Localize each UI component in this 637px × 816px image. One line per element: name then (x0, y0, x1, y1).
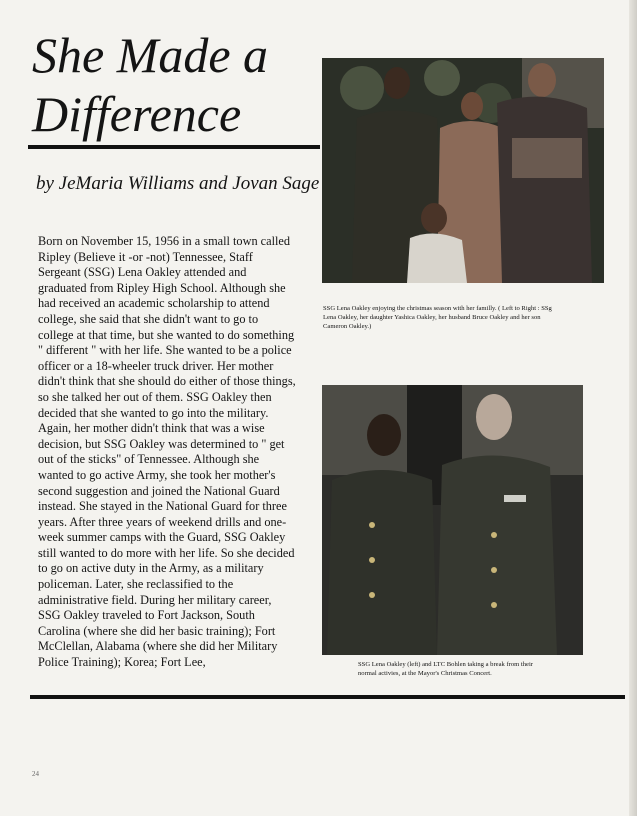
bottom-rule (30, 695, 625, 699)
title-rule (28, 145, 320, 149)
article-title-line1: She Made a (32, 27, 269, 83)
family-photo (322, 58, 604, 283)
article-body: Born on November 15, 1956 in a small town called Ripley (Believe it -or -not) Tennessee, Staff Sergeant (SSG) Lena Oakley attended and graduated from Ripley High School. Although she had received an academic scholarship to attend college, she said that she didn't want to go to college at that time, but she wanted to do something " different " with her life. She wanted to be a police officer or a 18-wheeler truck driver. Her mother didn't think that she should do either of those things, so she talked her out of them. SSG Oakley then decided that she wanted to go into the military. Again, her mother didn't think that was a wise decision, but SSG Oakley was determined to " get out of the sticks" of Tennessee. Although she wanted to go active Army, she took her mother's second suggestion and joined the National Guard instead. She stayed in the National Guard for three years. After three years of weekend drills and one-week summer camps with the Guard, SSG Oakley still wanted to do more with her life. So she decided to go on active duty in the Army, as a military policeman. Later, she reclassified to the administrative field. During her military career, SSG Oakley traveled to Fort Jackson, South Carolina (where she did her basic training); Fort McClellan, Alabama (where she did her Military Police Training); Korea; Fort Lee, (38, 234, 296, 670)
officers-photo-caption: SSG Lena Oakley (left) and LTC Bohlen taking a break from their normal activies, at the Mayor's Christmas Concert. (358, 661, 533, 677)
page-number: 24 (32, 770, 39, 778)
article-title-line2: Difference (32, 86, 242, 142)
byline: by JeMaria Williams and Jovan Sage (36, 173, 320, 194)
page-edge (629, 0, 637, 816)
officers-photo (322, 385, 583, 655)
family-photo-caption: SSG Lena Oakley enjoying the christmas season with her familly. ( Left to Right : SSg Lena Oakley, her daughter Yashica Oakley, her husband Bruce Oakley and her son Cameron Oakley.) (323, 305, 552, 330)
